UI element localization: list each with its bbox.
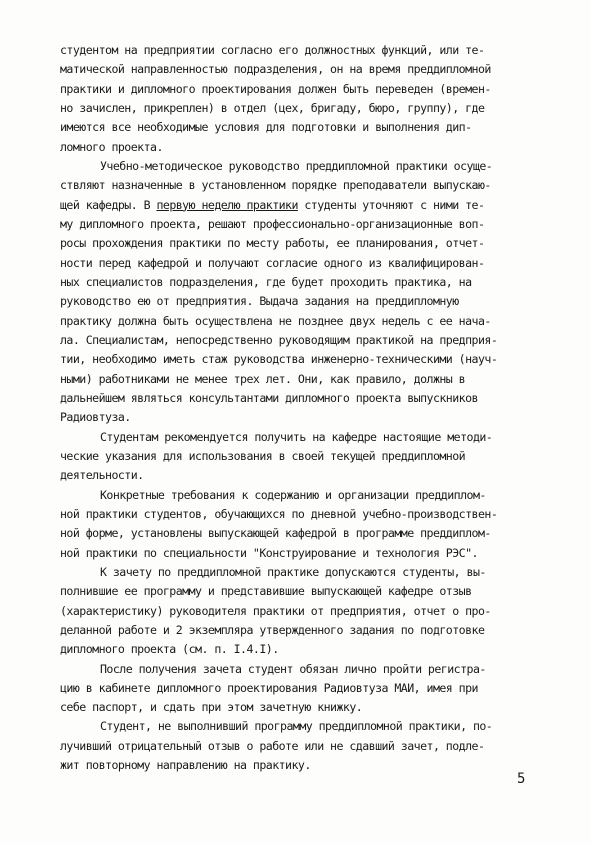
underlined-phrase: первую неделю практики (156, 197, 298, 212)
text-line: После получения зачета студент обязан лично пройти регистра- (100, 661, 486, 676)
text-line: лучивший отрицательный отзыв о работе или не сдавший зачет, подле- (60, 738, 485, 753)
text-line: имеются все необходимые условия для подготовки и выполнения дип- (60, 120, 472, 135)
text-line: жит повторному направлению на практику. (60, 758, 311, 773)
text-line: ломного проекта. (60, 139, 163, 154)
text-line: но зачислен, прикреплен) в отдел (цех, бригаду, бюро, группу), где (60, 100, 485, 115)
text-line: практики и дипломного проектирования должен быть переведен (времен- (60, 81, 491, 96)
text-line: ной форме, установлены выпускающей кафедрой в программе преддиплом- (60, 526, 491, 541)
text-line: практику должна быть осуществлена не позднее двух недель с ее нача- (60, 313, 491, 328)
text-line: Студентам рекомендуется получить на кафедре настоящие методи- (100, 429, 493, 444)
text-line: студентом на предприятии согласно его должностных функций, или те- (60, 43, 485, 57)
paragraph (60, 563, 550, 660)
text-line: деланной работе и 2 экземпляра утвержденного задания по подготовке (60, 622, 485, 637)
text-line: му дипломного проекта, решают профессионально-организационные воп- (60, 216, 485, 231)
page-number: 5 (517, 771, 526, 787)
text-line: росы прохождения практики по месту работы, ее планирования, отчет- (60, 236, 485, 251)
paragraph (60, 428, 550, 486)
text-line: Радиовтуза. (60, 410, 131, 425)
text-line: (характеристику) руководителя практики от предприятия, отчет о про- (60, 603, 491, 618)
paragraph (60, 486, 550, 563)
paragraph (60, 660, 550, 718)
paragraph (60, 157, 550, 428)
text-line: ла. Специалистам, непосредственно руководящим практикой на предприя- (60, 332, 498, 347)
text-line: Студент, не выполнивший программу преддипломной практики, по- (100, 719, 493, 734)
text-line: К зачету по преддипломной практике допускаются студенты, вы- (100, 564, 486, 579)
text-line: дипломного проекта (см. п. I.4.I). (60, 642, 279, 657)
paragraph (60, 41, 550, 157)
text-line: дальнейшем являться консультантами дипломного проекта выпускников (60, 390, 478, 405)
text-line: щей кафедры. В первую неделю практики студенты уточняют с ними те- (60, 197, 485, 212)
text-line: тии, необходимо иметь стаж руководства инженерно-техническими (науч- (60, 352, 498, 367)
text-line: ствляют назначенные в установленном порядке преподаватели выпускаю- (60, 178, 491, 193)
text-line: себе паспорт, и сдать при этом зачетную книжку. (60, 700, 363, 715)
text-line: руководство ею от предприятия. Выдача задания на преддипломную (60, 294, 459, 309)
text-line: ными) работниками не менее трех лет. Они, как правило, должны в (60, 371, 466, 386)
text-line: полнившие ее программу и представившие выпускающей кафедре отзыв (60, 584, 472, 599)
text-line: ной практики по специальности "Конструирование и технология РЭС". (60, 545, 478, 560)
text-line: Учебно-методическое руководство преддипломной практики осуще- (100, 158, 493, 173)
text-line: ческие указания для использования в своей текущей преддипломной (60, 448, 466, 463)
text-line: матической направленностью подразделения, он на время преддипломной (60, 62, 491, 77)
text-line: Конкретные требования к содержанию и организации преддиплом- (100, 487, 486, 502)
text-line: цию в кабинете дипломного проектирования Радиовтуза МАИ, имея при (60, 680, 478, 695)
text-line: ной практики студентов, обучающихся по дневной учебно-производствен- (60, 506, 498, 521)
text-line: ности перед кафедрой и получают согласие одного из квалифицирован- (60, 255, 485, 270)
paragraph (60, 717, 550, 775)
body-text (60, 41, 550, 775)
text-line: деятельности. (60, 468, 144, 483)
text-line: ных специалистов подразделения, где будет проходить практика, на (60, 274, 472, 289)
